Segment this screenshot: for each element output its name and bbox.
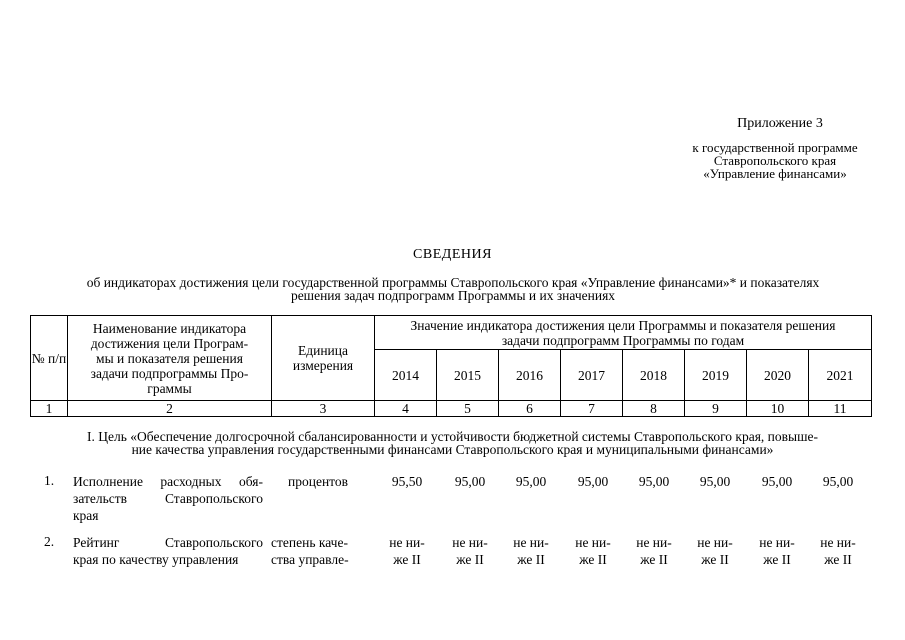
row-value <box>747 534 807 568</box>
header-name-line: Наименование индикатора <box>92 320 247 336</box>
index-cell: 1 <box>45 401 53 416</box>
section-line-1: I. Цель «Обеспечение долгосрочной сбалансированности и устойчивости бюджетной системы Ставропольского края, повыше- <box>87 429 818 444</box>
row-number: 1. <box>44 473 55 488</box>
subtitle-line-1: об индикаторах достижения цели государственной программы Ставропольского края «Управление финансами»* и показателях <box>86 275 820 290</box>
row-value: 95,00 <box>822 474 854 489</box>
year-header: 2020 <box>764 367 791 383</box>
row-value <box>624 534 684 568</box>
row-value-line: не ни- <box>636 535 672 550</box>
row-value-line: не ни- <box>575 535 611 550</box>
row-number: 2. <box>44 534 55 549</box>
row-name-line: Рейтинг Ставропольского <box>73 535 263 550</box>
row-value <box>808 534 868 568</box>
header-indicator-name <box>68 316 271 400</box>
row-value-line: не ни- <box>452 535 488 550</box>
index-cell: 2 <box>166 401 173 416</box>
row-value: 95,00 <box>454 474 486 489</box>
index-cell: 6 <box>526 401 533 416</box>
section-line-2: ние качества управления государственными финансами Ставропольского края и муниципальными финансами» <box>131 442 774 457</box>
year-header: 2019 <box>702 367 729 383</box>
header-name-line: граммы <box>147 380 192 396</box>
index-cell: 5 <box>464 401 471 416</box>
row-value-line: же II <box>824 552 852 567</box>
row-name-line: края <box>73 508 99 523</box>
row-value-line: не ни- <box>389 535 425 550</box>
appendix-line-3: «Управление финансами» <box>703 166 847 181</box>
row-name-line: зательств Ставропольского <box>73 491 263 506</box>
row-value <box>501 534 561 568</box>
row-value: 95,50 <box>391 474 423 489</box>
document-heading: СВЕДЕНИЯ <box>413 247 492 262</box>
row-name-line: края по качеству управления <box>73 552 239 567</box>
document-subtitle <box>28 276 878 302</box>
appendix-line-2: Ставропольского края <box>713 153 837 168</box>
header-name-line: достижения цели Програм- <box>90 335 249 351</box>
header-unit-line: измерения <box>292 358 354 373</box>
row-value: 95,00 <box>638 474 670 489</box>
row-value-line: не ни- <box>697 535 733 550</box>
row-value <box>563 534 623 568</box>
row-unit-line: степень каче- <box>271 535 348 550</box>
row-unit: процентов <box>288 474 349 489</box>
year-header: 2014 <box>392 367 419 383</box>
appendix-title: Приложение 3 <box>737 116 823 131</box>
row-value <box>440 534 500 568</box>
row-value: 95,00 <box>699 474 731 489</box>
table-border-right <box>871 315 872 417</box>
year-header: 2021 <box>826 367 854 383</box>
header-name-line: мы и показателя решения <box>96 350 243 366</box>
index-cell: 7 <box>588 401 595 416</box>
row-value-line: же II <box>456 552 484 567</box>
row-value: 95,00 <box>761 474 793 489</box>
index-cell: 8 <box>650 401 657 416</box>
index-cell: 9 <box>712 401 719 416</box>
header-num: № п/п <box>31 350 67 366</box>
row-value: 95,00 <box>515 474 547 489</box>
row-value: 95,00 <box>577 474 609 489</box>
header-name-line: задачи подпрограммы Про- <box>90 365 249 381</box>
row-value-line: не ни- <box>820 535 856 550</box>
year-header: 2015 <box>454 367 481 383</box>
row-unit <box>271 534 361 568</box>
subtitle-line-2: решения задач подпрограмм Программы и их значениях <box>290 288 616 303</box>
header-unit <box>272 316 374 400</box>
header-values-line: задачи подпрограмм Программы по годам <box>501 332 745 348</box>
year-header: 2017 <box>578 367 605 383</box>
row-name-line: Исполнение расходных обя- <box>73 474 263 489</box>
row-value-line: не ни- <box>513 535 549 550</box>
header-unit-line: Единица <box>297 343 348 358</box>
appendix-line-1: к государственной программе <box>692 140 858 155</box>
index-cell: 10 <box>770 401 785 416</box>
appendix-caption <box>660 141 890 180</box>
row-value-line: же II <box>579 552 607 567</box>
row-indicator-name <box>73 534 263 568</box>
year-header: 2018 <box>640 367 667 383</box>
header-values-line: Значение индикатора достижения цели Программы и показателя решения <box>410 317 836 333</box>
indicators-table-header <box>30 315 872 417</box>
index-cell: 4 <box>402 401 409 416</box>
row-value-line: же II <box>701 552 729 567</box>
row-indicator-name <box>73 473 263 524</box>
index-cell: 11 <box>833 401 847 416</box>
row-value-line: не ни- <box>759 535 795 550</box>
year-header: 2016 <box>516 367 543 383</box>
row-value-line: же II <box>640 552 668 567</box>
index-cell: 3 <box>319 401 327 416</box>
row-value <box>377 534 437 568</box>
row-value <box>685 534 745 568</box>
row-value-line: же II <box>517 552 545 567</box>
row-value-line: же II <box>393 552 421 567</box>
section-goal <box>30 430 875 456</box>
row-unit-line: ства управле- <box>271 552 349 567</box>
header-values <box>375 316 871 349</box>
row-value-line: же II <box>763 552 791 567</box>
